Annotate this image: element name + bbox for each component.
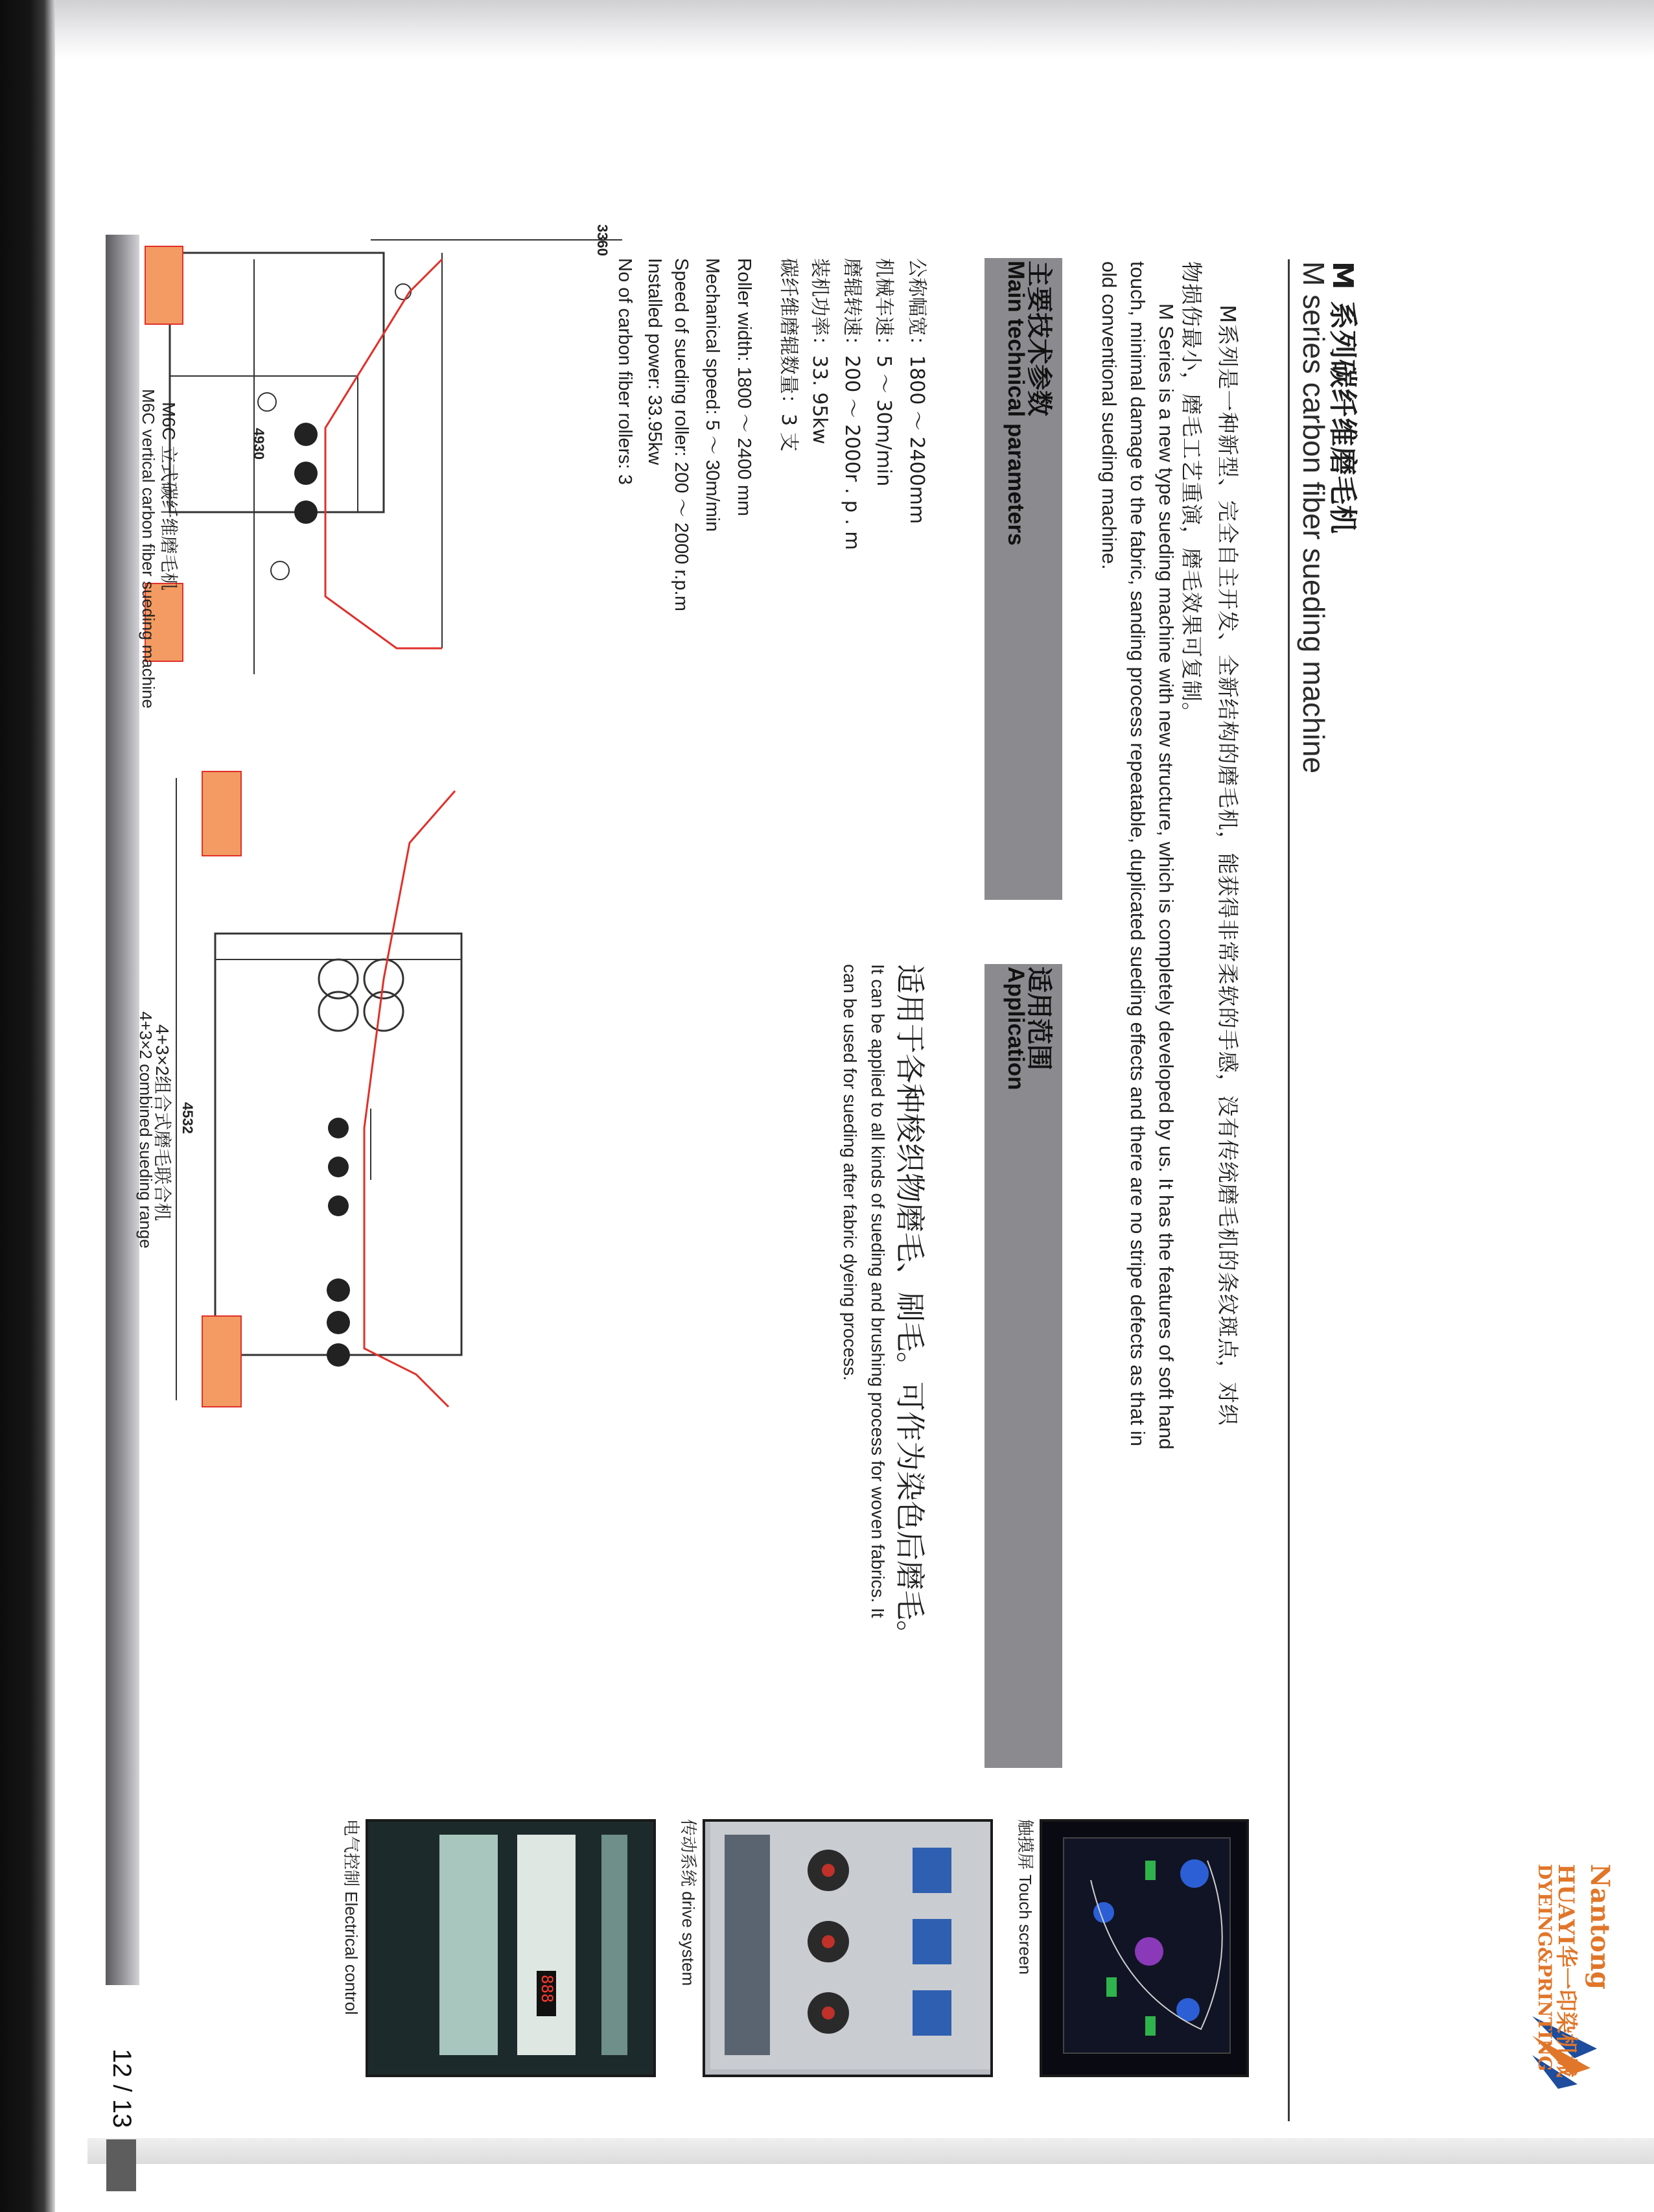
intro-en-line2: touch, minimal damage to the fabric, sanding process repeatable, duplicated sueding effects and there are no stripe defects as that in [1126,261,1149,1446]
combined-range-schematic [137,765,643,1413]
drive-system-photo [703,1819,993,2077]
page-number: 12 / 13 [108,2049,136,2128]
electrical-control-caption: 电气控制 Electrical control [342,1819,361,2015]
application-en-line1: It can be applied to all kinds of sueding and brushing process for woven fabrics. It [868,964,888,1618]
param-en-item: Roller width: 1800 ～ 2400 mm [734,258,754,517]
brand-logo [1518,1864,1615,2097]
d2-dim-length: 4532 [180,1102,196,1134]
intro-en-line3: old conventional sueding machine. [1098,261,1121,570]
params-heading-cn: 主要技术参数 [1024,261,1054,416]
page-number-block [106,2139,136,2191]
application-heading-bar [984,964,1062,1768]
logo-line2: HUAYI华一印染机械 [1553,1864,1579,2078]
d1-caption-en: M6C vertical carbon fiber sueding machine [139,389,158,709]
param-cn-item: 公称幅宽：1800 ～ 2400mm [905,258,928,524]
param-cn-item: 机械车速：5 ～ 30m/min [872,258,895,487]
d2-caption-cn: 4+3×2组合式磨毛联合机 [152,1024,172,1221]
touch-screen-photo [1040,1819,1249,2077]
touch-screen-image [1047,1822,1246,2069]
d1-dim-width: 3360 [594,224,611,256]
electrical-display-readout: 888 [538,1975,556,2003]
params-heading-en: Main technical parameters [1003,261,1029,546]
logo-line1: Nantong [1585,1864,1615,1990]
application-cn: 适用于各种梭织物磨毛、刷毛。可作为染色后磨毛。 [892,964,927,1650]
header-rule [1288,259,1290,2121]
electrical-control-image [373,1822,653,2069]
touch-screen-caption: 触摸屏 Touch screen [1016,1819,1035,1975]
intro-en-line1: M Series is a new type sueding machine with new structure, which is completely developed by us. It has the features of soft hand [1155,303,1178,1450]
electrical-control-photo [366,1819,656,2077]
param-en-item: Speed of sueding roller: 200 ～ 2000 r.p.m [671,258,692,611]
params-heading-bar [984,258,1062,900]
m6c-schematic [137,233,630,687]
application-heading-cn: 适用范围 [1024,967,1054,1070]
drive-system-image [710,1822,990,2069]
d2-caption-en: 4+3×2 combined sueding range [136,1011,156,1249]
intro-cn-line1: M系列是一种新型、完全自主开发、全新结构的磨毛机，能获得非常柔软的手感，没有传统磨毛机的条纹斑点，对织 [1215,305,1240,1426]
param-cn-item: 装机功率：33. 95kw [808,258,831,445]
d1-caption-cn: M6C 立式碳纤维磨毛机 [159,402,179,591]
param-en-item: No of carbon fiber rollers: 3 [614,258,635,485]
intro-cn-line2: 物损伤最小，磨毛工艺重演，磨毛效果可复制。 [1179,261,1204,724]
application-heading-en: Application [1003,967,1029,1090]
param-cn-item: 磨辊转速：200 ～ 2000r . p . m [841,258,863,550]
param-en-item: Mechanical speed: 5 ～ 30m/min [702,258,723,532]
drawing-m6c [137,224,630,709]
param-en-item: Installed power: 33.95kw [644,258,665,465]
drive-system-caption: 传动系统 drive system [679,1819,698,1986]
d1-dim-length: 4930 [251,428,267,460]
drawing-combined-range [137,765,643,1413]
logo-line3: DYEING&PRINTING [1534,1864,1555,2071]
page-title-cn: M 系列碳纤维磨毛机 [1326,261,1359,535]
application-en-line2: can be used for sueding after fabric dyeing process. [840,964,860,1381]
page-title-en: M series carbon fiber sueding machine [1297,261,1331,774]
param-cn-item: 碳纤维磨辊数量：3 支 [777,258,800,452]
